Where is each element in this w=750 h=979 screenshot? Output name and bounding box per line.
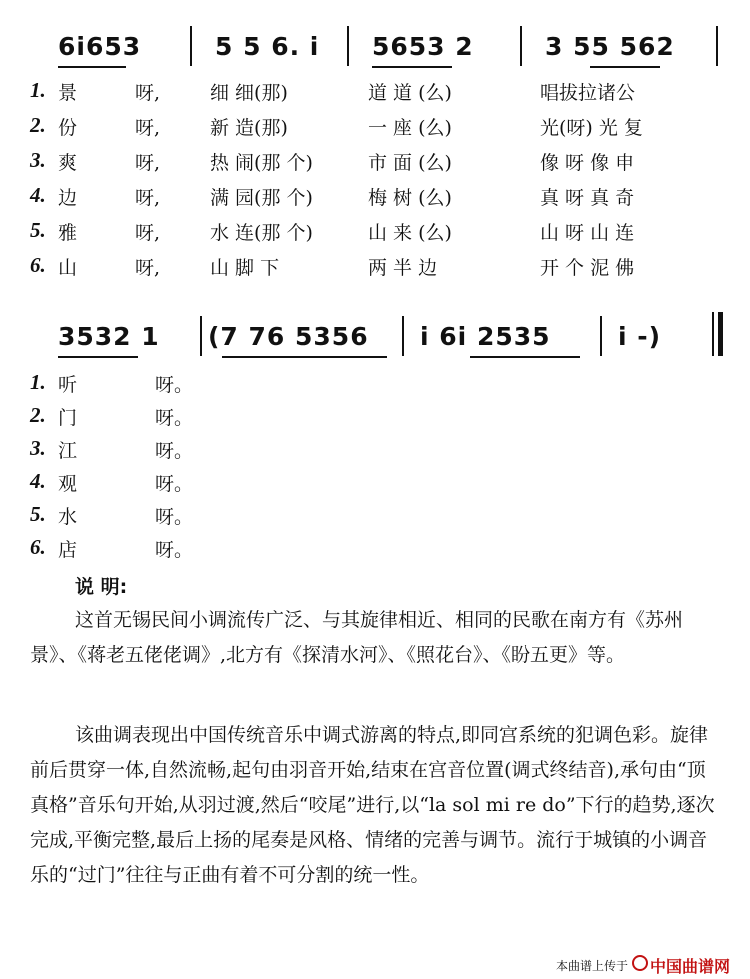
explanation-paragraph-1: 这首无锡民间小调流传广泛、与其旋律相近、相同的民歌在南方有《苏州景》、《蒋老五佬佬调》,北方有《探清水河》、《照花台》、《盼五更》等。 bbox=[30, 609, 684, 666]
site-brand[interactable]: 中国曲谱网 bbox=[650, 957, 731, 976]
lyric: 店 bbox=[58, 539, 78, 561]
lyric: 市 面 (么) bbox=[368, 152, 452, 174]
beam-underline bbox=[58, 66, 126, 68]
explanation-heading: 说 明: bbox=[75, 576, 128, 598]
measure-4: 3 55 562 bbox=[545, 32, 675, 61]
lyric: 山 呀 山 连 bbox=[540, 222, 635, 244]
lyric: 热 闹(那 个) bbox=[210, 152, 313, 174]
lyric: 呀, bbox=[135, 222, 161, 244]
verse-number: 2. bbox=[30, 403, 46, 427]
lyric: 呀。 bbox=[155, 440, 194, 462]
lyric: 道 道 (么) bbox=[368, 82, 452, 104]
upload-note: 本曲谱上传于 bbox=[556, 959, 629, 973]
lyric: 山 bbox=[58, 257, 78, 279]
lyric: 呀, bbox=[135, 117, 161, 139]
lyric: 呀。 bbox=[155, 473, 194, 495]
verse-number: 6. bbox=[30, 253, 46, 277]
lyric: 唱拔拉诸公 bbox=[540, 82, 636, 104]
measure-4: i -) bbox=[618, 322, 662, 351]
barline bbox=[402, 316, 404, 356]
lyric: 梅 树 (么) bbox=[368, 187, 452, 209]
lyric: 观 bbox=[58, 473, 78, 495]
lyric: 呀, bbox=[135, 257, 161, 279]
barline bbox=[600, 316, 602, 356]
lyric: 两 半 边 bbox=[368, 257, 438, 279]
barline bbox=[190, 26, 192, 66]
lyric: 呀。 bbox=[155, 407, 194, 429]
verse-number: 3. bbox=[30, 436, 46, 460]
beam-underline bbox=[372, 66, 452, 68]
measure-2: (7 76 5356 bbox=[208, 322, 369, 351]
barline bbox=[520, 26, 522, 66]
beam-underline bbox=[470, 356, 580, 358]
final-barline-thick bbox=[718, 312, 723, 356]
measure-3: 5653 2 bbox=[372, 32, 474, 61]
lyric: 光(呀) 光 复 bbox=[540, 117, 643, 139]
verse-number: 2. bbox=[30, 113, 46, 137]
lyric: 江 bbox=[58, 440, 78, 462]
lyric: 门 bbox=[58, 407, 78, 429]
lyric: 听 bbox=[58, 374, 78, 396]
measure-3: i 6i 2535 bbox=[420, 322, 551, 351]
site-logo-icon bbox=[632, 955, 648, 971]
lyric: 真 呀 真 奇 bbox=[540, 187, 635, 209]
lyric: 雅 bbox=[58, 222, 78, 244]
measure-2: 5 5 6. i bbox=[215, 32, 320, 61]
lyric: 一 座 (么) bbox=[368, 117, 452, 139]
verse-number: 1. bbox=[30, 78, 46, 102]
lyric: 呀。 bbox=[155, 374, 194, 396]
lyric: 满 园(那 个) bbox=[210, 187, 313, 209]
verse-number: 4. bbox=[30, 469, 46, 493]
measure-1: 3532 1 bbox=[58, 322, 160, 351]
verse-number: 4. bbox=[30, 183, 46, 207]
lyric: 呀, bbox=[135, 187, 161, 209]
measure-1: 6i653 bbox=[58, 32, 142, 61]
barline bbox=[347, 26, 349, 66]
lyric: 份 bbox=[58, 117, 78, 139]
lyric: 像 呀 像 申 bbox=[540, 152, 635, 174]
verse-number: 3. bbox=[30, 148, 46, 172]
barline bbox=[200, 316, 202, 356]
lyric: 开 个 泥 佛 bbox=[540, 257, 635, 279]
lyric: 爽 bbox=[58, 152, 78, 174]
beam-underline bbox=[58, 356, 138, 358]
lyric: 山 脚 下 bbox=[210, 257, 280, 279]
lyric: 呀。 bbox=[155, 539, 194, 561]
lyric: 新 造(那) bbox=[210, 117, 288, 139]
lyric: 水 连(那 个) bbox=[210, 222, 313, 244]
verse-number: 6. bbox=[30, 535, 46, 559]
lyric: 边 bbox=[58, 187, 78, 209]
final-barline-thin bbox=[712, 312, 714, 356]
barline bbox=[716, 26, 718, 66]
lyric: 景 bbox=[58, 82, 78, 104]
lyric: 呀, bbox=[135, 82, 161, 104]
verse-number: 5. bbox=[30, 502, 46, 526]
lyric: 细 细(那) bbox=[210, 82, 288, 104]
explanation-paragraph-2: 该曲调表现出中国传统音乐中调式游离的特点,即同宫系统的犯调色彩。旋律前后贯穿一体,自然流畅,起句由羽音开始,结束在宫音位置(调式终结音),承句由“顶真格”音乐句开始,从羽过渡,然后“咬尾”进行,以“la sol mi re do”下行的趋势,逐次完成,平衡完整,最后上扬的尾奏是风格、情绪的完善与调节。流行于城镇的小调音乐的“过门”往往与正曲有着不可分割的统一性。 bbox=[30, 724, 715, 886]
verse-number: 1. bbox=[30, 370, 46, 394]
verse-number: 5. bbox=[30, 218, 46, 242]
lyric: 山 来 (么) bbox=[368, 222, 452, 244]
lyric: 呀, bbox=[135, 152, 161, 174]
beam-underline bbox=[222, 356, 387, 358]
lyric: 水 bbox=[58, 506, 78, 528]
lyric: 呀。 bbox=[155, 506, 194, 528]
beam-underline bbox=[590, 66, 660, 68]
